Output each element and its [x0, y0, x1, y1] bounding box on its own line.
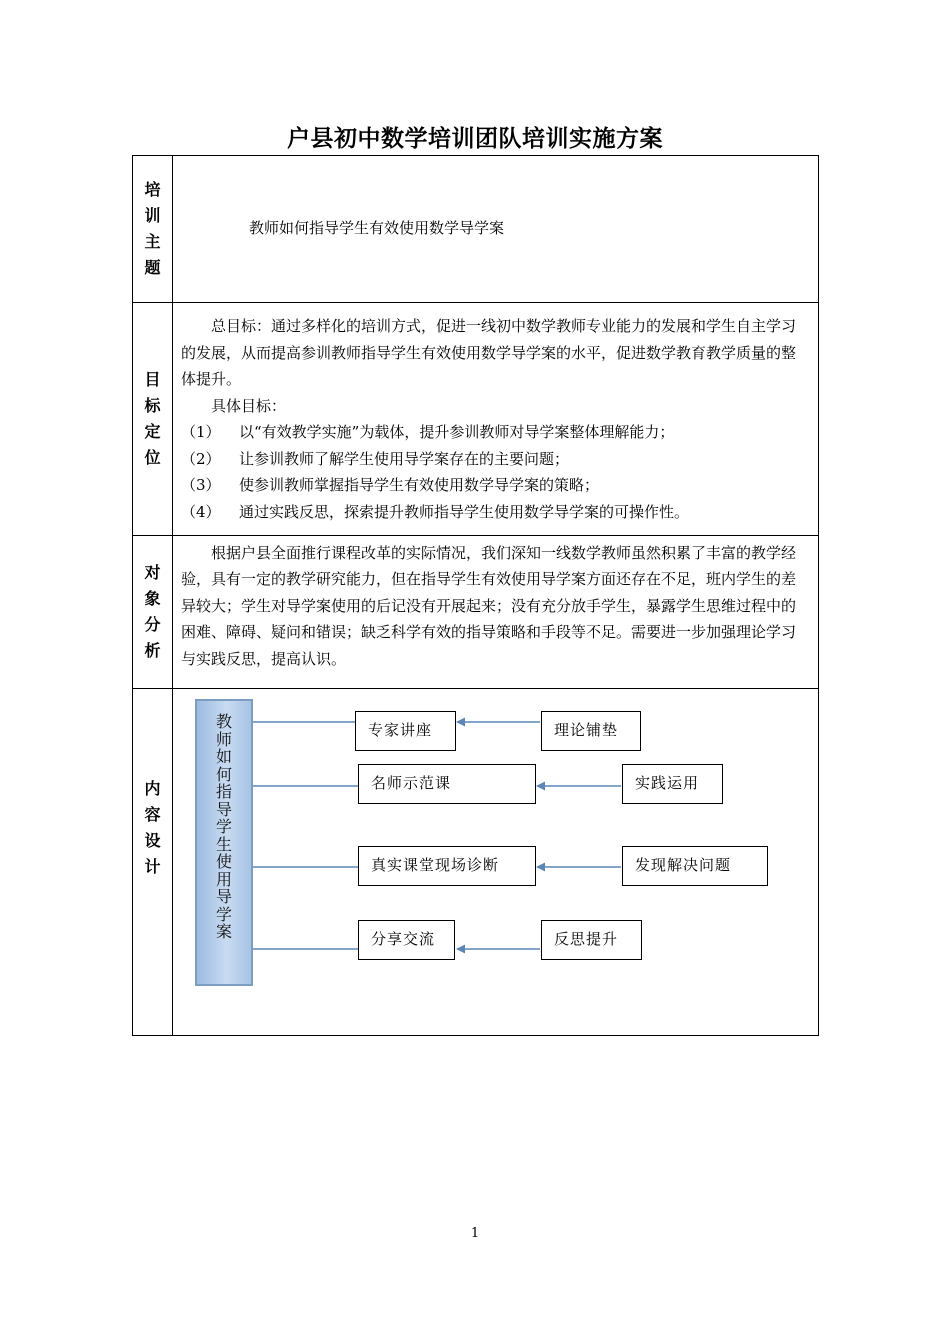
row-label-analysis: 对象分析 — [144, 563, 161, 660]
goal-number: （1） — [181, 423, 221, 441]
row-label-topic: 培训主题 — [144, 180, 161, 277]
design-cell — [173, 689, 819, 1036]
goal-number: （3） — [181, 476, 221, 494]
row-design — [133, 689, 819, 1036]
basis-box: 发现解决问题 — [622, 846, 768, 886]
content-design-diagram — [173, 689, 820, 1035]
core-topic-box — [195, 699, 253, 986]
analysis-text: 根据户县全面推行课程改革的实际情况，我们深知一线数学教师虽然积累了丰富的教学经验，具有一定的教学研究能力，但在指导学生有效使用导学案方面还存在不足，班内学生的差异较大；学生对导学案使用的后记没有开展起来；没有充分放手学生，暴露学生思维过程中的困难、障碍、疑问和错误；缺乏科学有效的指导策略和手段等不足。需要进一步加强理论学习与实践反思，提高认识。 — [181, 543, 797, 668]
goal-number: （4） — [181, 502, 221, 521]
goal-text: 以“有效教学实施”为载体，提升参训教师对导学案整体理解能力； — [239, 423, 675, 441]
label-cell-analysis — [133, 536, 173, 689]
row-goals — [133, 303, 819, 536]
goal-item — [181, 446, 810, 473]
goal-number: （2） — [181, 449, 221, 468]
goal-item — [181, 499, 810, 526]
goal-text: 让参训教师了解学生使用导学案存在的主要问题； — [239, 449, 570, 468]
method-box: 真实课堂现场诊断 — [358, 846, 536, 886]
label-cell-topic — [133, 156, 173, 303]
analysis-cell — [173, 536, 819, 689]
goals-cell — [173, 303, 819, 536]
goal-item — [181, 472, 810, 499]
basis-box: 理论铺垫 — [541, 711, 641, 751]
plan-table — [132, 155, 819, 1036]
topic-text: 教师如何指导学生有效使用数学导学案 — [249, 218, 505, 237]
page-title: 户县初中数学培训团队培训实施方案 — [287, 126, 663, 152]
goal-item — [181, 419, 810, 446]
goals-content — [173, 313, 818, 525]
label-cell-goals — [133, 303, 173, 536]
goal-text: 使参训教师掌握指导学生有效使用数学导学案的策略； — [239, 476, 600, 494]
specific-goal-heading: 具体目标： — [211, 396, 287, 415]
basis-box: 反思提升 — [541, 920, 642, 960]
method-box: 名师示范课 — [358, 764, 536, 804]
method-box: 专家讲座 — [355, 711, 456, 751]
row-topic — [133, 156, 819, 303]
page-number: 1 — [470, 1226, 480, 1241]
core-topic-text: 教师如何指导学生使用导学案 — [215, 712, 232, 941]
overall-goal: 总目标：通过多样化的培训方式，促进一线初中数学教师专业能力的发展和学生自主学习的发展，从而提高参训教师指导学生有效使用数学导学案的水平，促进数学教育教学质量的整体提升。 — [181, 317, 797, 388]
topic-cell — [173, 156, 819, 303]
basis-box: 实践运用 — [622, 764, 723, 804]
row-analysis — [133, 536, 819, 689]
row-label-design: 内容设计 — [144, 779, 161, 876]
method-box: 分享交流 — [358, 920, 455, 960]
goal-text: 通过实践反思，探索提升教师指导学生使用数学导学案的可操作性。 — [239, 502, 690, 521]
row-label-goals: 目标定位 — [144, 370, 161, 467]
label-cell-design — [133, 689, 173, 1036]
